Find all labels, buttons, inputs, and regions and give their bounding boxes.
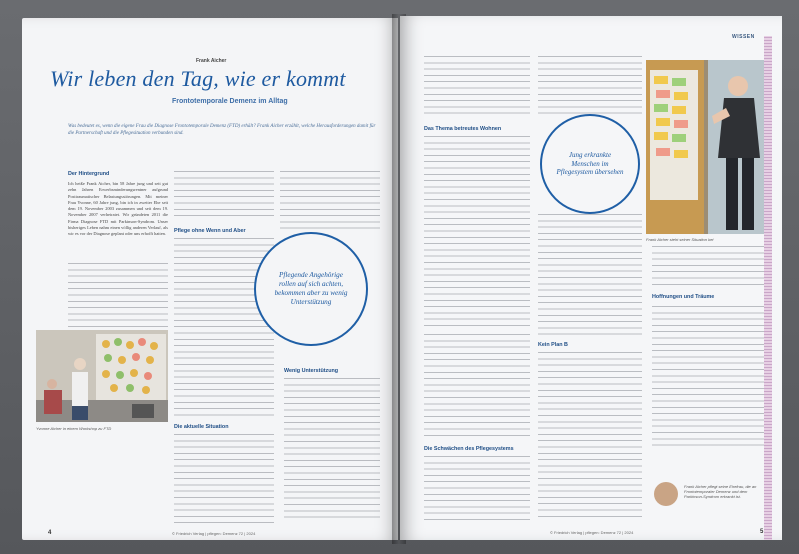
author-label: Frank Aicher xyxy=(196,58,227,64)
frank-aicher-photo-illustration xyxy=(646,60,768,234)
heading-wohnen: Das Thema betreutes Wohnen xyxy=(424,126,502,132)
heading-hintergrund: Der Hintergrund xyxy=(68,171,110,177)
left-page xyxy=(22,18,398,540)
author-caption: Frank Aicher pflegt seine Ehefrau, die an Frontotemporaler Demenz und dem Parkinson-Syndrom erkrankt ist. xyxy=(684,484,757,499)
article-subtitle: Frontotemporale Demenz im Alltag xyxy=(172,98,288,105)
article-intro: Was bedeutet es, wenn die eigene Frau die Diagnose Frontotemporale Demenz (FTD) erhält? Frank Aicher erzählt, welche Herausforderungen damit für die Partnerschaft und die Pflegesituation verbunden sind. xyxy=(68,124,376,136)
photo-caption-left: Yvonne Aicher in einem Workshop zu FTD xyxy=(36,426,112,431)
column-2-text xyxy=(174,171,274,221)
right-page xyxy=(400,16,782,540)
section-tag: WISSEN xyxy=(732,34,755,40)
heading-pflege: Pflege ohne Wenn und Aber xyxy=(174,228,246,234)
frank-aicher-photo xyxy=(646,60,768,234)
pull-quote-text: Pflegende Angehörige rollen auf sich achten, bekommen aber zu wenig Unterstützung xyxy=(274,271,348,306)
column-2-situation-text xyxy=(174,434,274,524)
article-title: Wir leben den Tag, wie er kommt xyxy=(50,66,346,91)
heading-schwaechen: Die Schwächen des Pflegesystems xyxy=(424,446,514,452)
right-column-2-body xyxy=(538,214,642,336)
author-avatar xyxy=(654,482,678,506)
right-column-3-body xyxy=(652,306,764,446)
right-column-1-schwaechen-text xyxy=(424,456,530,522)
heading-unterstuetzung: Wenig Unterstützung xyxy=(284,368,339,374)
column-3-text xyxy=(280,171,380,231)
pull-quote-left xyxy=(254,232,368,346)
heading-hoffnungen: Hoffnungen und Träume xyxy=(652,294,715,300)
footer-right: © Friedrich Verlag | pflegen: Demenz 72 | 2024 xyxy=(550,530,634,535)
right-column-1-continued xyxy=(424,334,530,438)
page-number-right: 5 xyxy=(760,529,764,535)
footer-left: © Friedrich Verlag | pflegen: Demenz 72 | 2024 xyxy=(172,531,256,536)
workshop-photo xyxy=(36,330,168,422)
column-1-text: Ich heiße Frank Aicher, bin 58 Jahre jung und seit gut zehn Jahren Erwerbsminderungsrentner aufgrund Posttraumatischer Belastungsstörungen. Mit meiner Frau Yvonne, 60 Jahre jung, bin ich in zweiter Ehe seit dem 19. November 2003 zusammen und seit dem 19. November 2007 verheiratet. Wir gründeten 2011 die Firma Diagnose FTD mit Parkinson-Syndrom. Unser bisheriges Leben nahm einen völlig anderen Verlauf, als wir es vor der Diagnose geplant oder uns erhofft hatten. xyxy=(68,181,168,237)
photo-caption-right: Frank Aicher steht seiner Situation bei xyxy=(646,237,714,242)
heading-plan-b: Kein Plan B xyxy=(538,342,568,348)
right-column-2-text xyxy=(538,56,642,114)
column-1-text-continued xyxy=(68,263,168,331)
heading-situation: Die aktuelle Situation xyxy=(174,424,229,430)
right-column-2-planb-text xyxy=(538,352,642,522)
page-edge xyxy=(764,36,772,540)
page-number-left: 4 xyxy=(48,530,52,536)
workshop-photo-illustration xyxy=(36,330,168,422)
pull-quote-right-text: Jung erkrankte Menschen im Pflegesystem übersehen xyxy=(556,151,624,177)
right-column-3-text xyxy=(652,246,764,286)
right-column-1-text xyxy=(424,56,530,118)
pull-quote-right xyxy=(540,114,640,214)
column-3-body xyxy=(284,378,380,523)
right-column-1-body xyxy=(424,136,530,326)
